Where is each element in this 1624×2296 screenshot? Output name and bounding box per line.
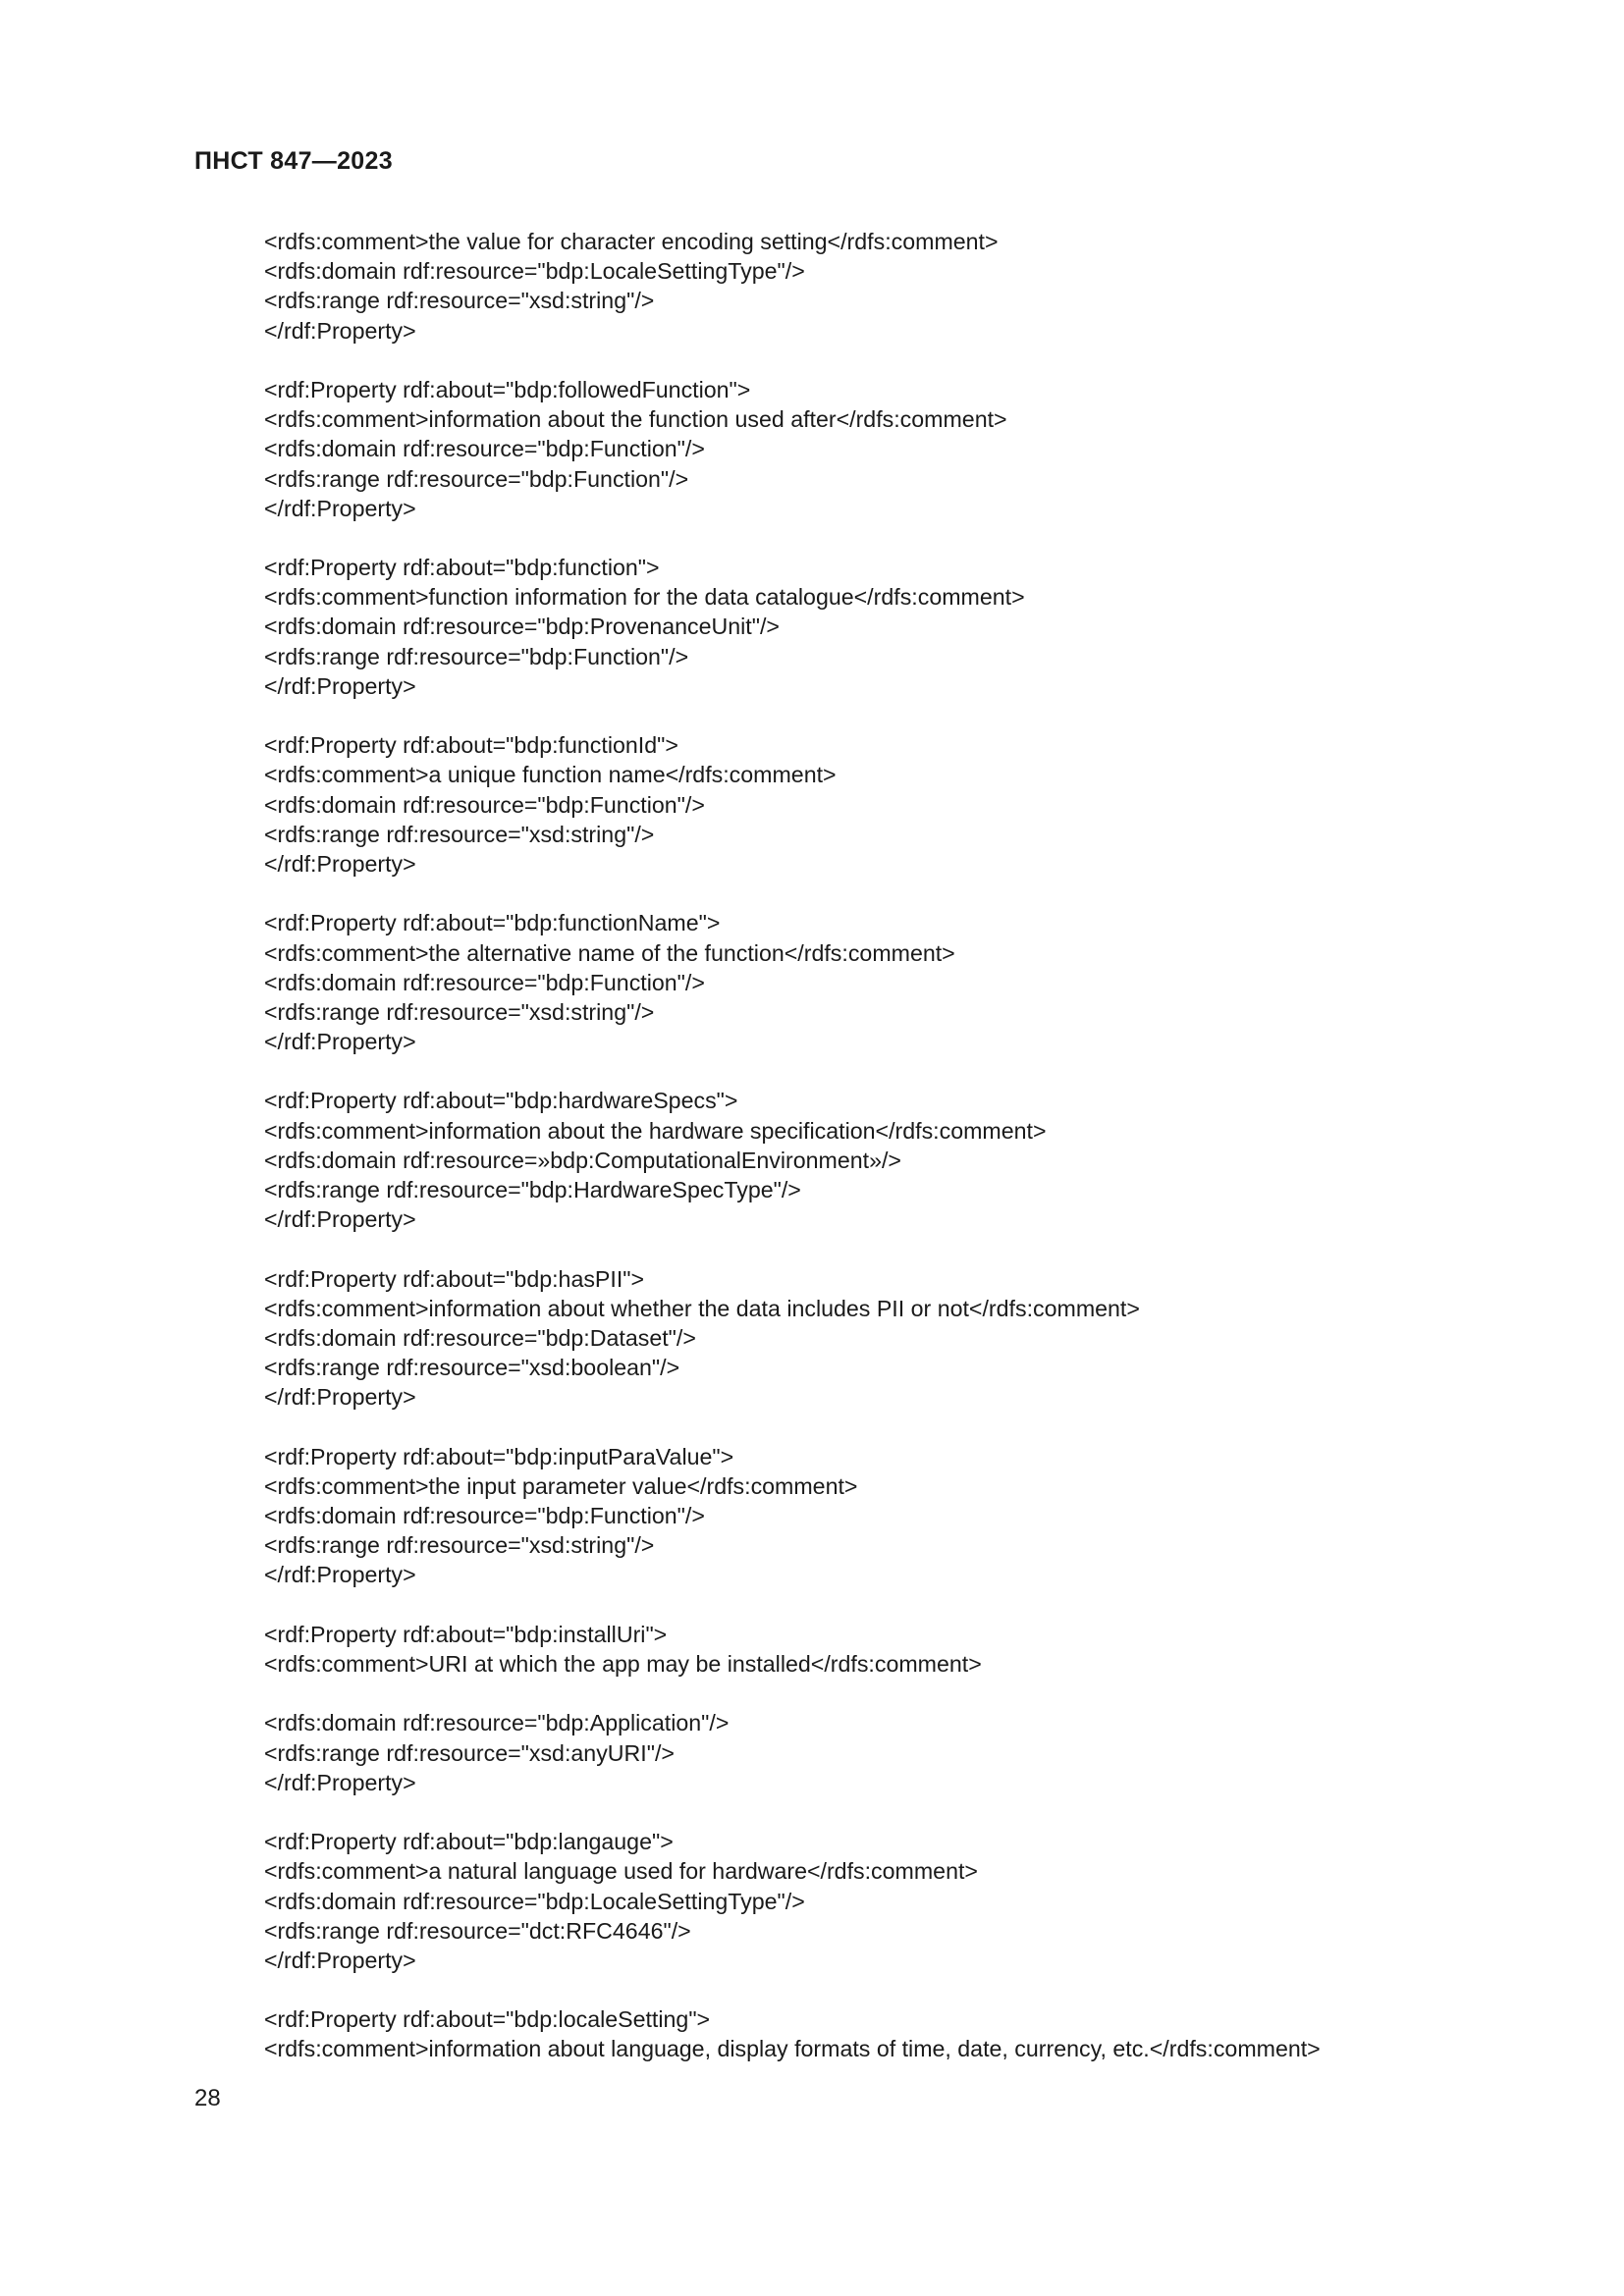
code-line: </rdf:Property> bbox=[264, 1206, 416, 1233]
code-line: <rdfs:comment>information about language, display formats of time, date, currency, etc.</rdfs:comment> bbox=[264, 2036, 1321, 2062]
code-line: <rdfs:domain rdf:resource="bdp:Dataset"/> bbox=[264, 1324, 696, 1351]
blank-line bbox=[264, 1590, 1541, 1620]
code-line: </rdf:Property> bbox=[264, 1769, 416, 1795]
code-line: <rdfs:domain rdf:resource="bdp:Function"/> bbox=[264, 791, 705, 818]
code-line: <rdfs:domain rdf:resource="bdp:LocaleSettingType"/> bbox=[264, 1888, 805, 1914]
code-line: <rdfs:comment>information about the hardware specification</rdfs:comment> bbox=[264, 1117, 1047, 1144]
code-line: <rdfs:range rdf:resource="xsd:boolean"/> bbox=[264, 1355, 680, 1381]
code-line: <rdfs:comment>information about whether the data includes PII or not</rdfs:comment> bbox=[264, 1295, 1140, 1321]
code-line: <rdfs:comment>the alternative name of the function</rdfs:comment> bbox=[264, 939, 955, 966]
code-line: <rdf:Property rdf:about="bdp:inputParaValue"> bbox=[264, 1443, 734, 1469]
code-line: <rdfs:range rdf:resource="bdp:Function"/> bbox=[264, 465, 689, 492]
code-line: <rdfs:domain rdf:resource=»bdp:ComputationalEnvironment»/> bbox=[264, 1147, 901, 1173]
blank-line bbox=[264, 1234, 1541, 1263]
code-line: <rdfs:comment>the value for character encoding setting</rdfs:comment> bbox=[264, 229, 999, 254]
code-line: <rdfs:range rdf:resource="dct:RFC4646"/> bbox=[264, 1917, 691, 1944]
blank-line bbox=[264, 879, 1541, 908]
code-line: <rdfs:comment>function information for the data catalogue</rdfs:comment> bbox=[264, 584, 1025, 611]
code-line: <rdfs:range rdf:resource="xsd:anyURI"/> bbox=[264, 1739, 675, 1766]
code-line: <rdfs:range rdf:resource="xsd:string"/> bbox=[264, 998, 655, 1025]
blank-line bbox=[264, 1056, 1541, 1086]
blank-line bbox=[264, 1413, 1541, 1442]
page-header-standard-id: ПНСТ 847—2023 bbox=[194, 147, 393, 175]
code-line: <rdf:Property rdf:about="bdp:functionName"> bbox=[264, 910, 721, 936]
blank-line bbox=[264, 1797, 1541, 1827]
code-line: <rdfs:domain rdf:resource="bdp:Function"/> bbox=[264, 436, 705, 462]
blank-line bbox=[264, 701, 1541, 730]
code-line: <rdfs:range rdf:resource="bdp:Function"/> bbox=[264, 643, 689, 669]
code-line: <rdfs:comment>the input parameter value</rdfs:comment> bbox=[264, 1472, 858, 1499]
code-line: </rdf:Property> bbox=[264, 1384, 416, 1411]
code-line: <rdfs:comment>a unique function name</rdfs:comment> bbox=[264, 762, 837, 788]
code-line: <rdfs:domain rdf:resource="bdp:LocaleSettingType"/> bbox=[264, 258, 805, 285]
code-line: </rdf:Property> bbox=[264, 850, 416, 877]
code-line: <rdf:Property rdf:about="bdp:followedFunction"> bbox=[264, 376, 751, 402]
blank-line bbox=[264, 523, 1541, 553]
code-line: <rdf:Property rdf:about="bdp:hasPII"> bbox=[264, 1265, 645, 1292]
page-number: 28 bbox=[194, 2085, 221, 2111]
code-line: <rdf:Property rdf:about="bdp:functionId"> bbox=[264, 732, 678, 759]
blank-line bbox=[264, 1975, 1541, 2004]
code-line: <rdf:Property rdf:about="bdp:hardwareSpecs"> bbox=[264, 1088, 738, 1114]
code-line: <rdfs:range rdf:resource="xsd:string"/> bbox=[264, 821, 655, 847]
code-line: <rdf:Property rdf:about="bdp:langauge"> bbox=[264, 1829, 674, 1855]
code-line: <rdfs:range rdf:resource="xsd:string"/> bbox=[264, 288, 655, 314]
code-line: <rdfs:domain rdf:resource="bdp:Function"/> bbox=[264, 969, 705, 995]
rdf-code-listing bbox=[264, 227, 1541, 2064]
code-line: <rdf:Property rdf:about="bdp:function"> bbox=[264, 555, 660, 581]
code-line: <rdfs:domain rdf:resource="bdp:ProvenanceUnit"/> bbox=[264, 614, 780, 640]
code-line: </rdf:Property> bbox=[264, 1947, 416, 1973]
blank-line bbox=[264, 1679, 1541, 1708]
code-line: <rdfs:domain rdf:resource="bdp:Application"/> bbox=[264, 1710, 730, 1736]
code-line: <rdf:Property rdf:about="bdp:installUri"> bbox=[264, 1621, 668, 1647]
code-line: </rdf:Property> bbox=[264, 1029, 416, 1055]
code-line: <rdfs:range rdf:resource="bdp:HardwareSpecType"/> bbox=[264, 1177, 801, 1202]
code-line: </rdf:Property> bbox=[264, 495, 416, 521]
blank-line bbox=[264, 346, 1541, 375]
code-line: </rdf:Property> bbox=[264, 1562, 416, 1588]
code-line: </rdf:Property> bbox=[264, 672, 416, 699]
code-line: <rdfs:comment>information about the function used after</rdfs:comment> bbox=[264, 406, 1007, 433]
code-line: <rdfs:domain rdf:resource="bdp:Function"/> bbox=[264, 1503, 705, 1529]
code-line: <rdfs:comment>a natural language used for hardware</rdfs:comment> bbox=[264, 1858, 978, 1885]
code-line: </rdf:Property> bbox=[264, 317, 416, 344]
code-line: <rdfs:range rdf:resource="xsd:string"/> bbox=[264, 1532, 655, 1559]
code-line: <rdf:Property rdf:about="bdp:localeSetting"> bbox=[264, 2006, 711, 2033]
code-line: <rdfs:comment>URI at which the app may be installed</rdfs:comment> bbox=[264, 1651, 982, 1677]
